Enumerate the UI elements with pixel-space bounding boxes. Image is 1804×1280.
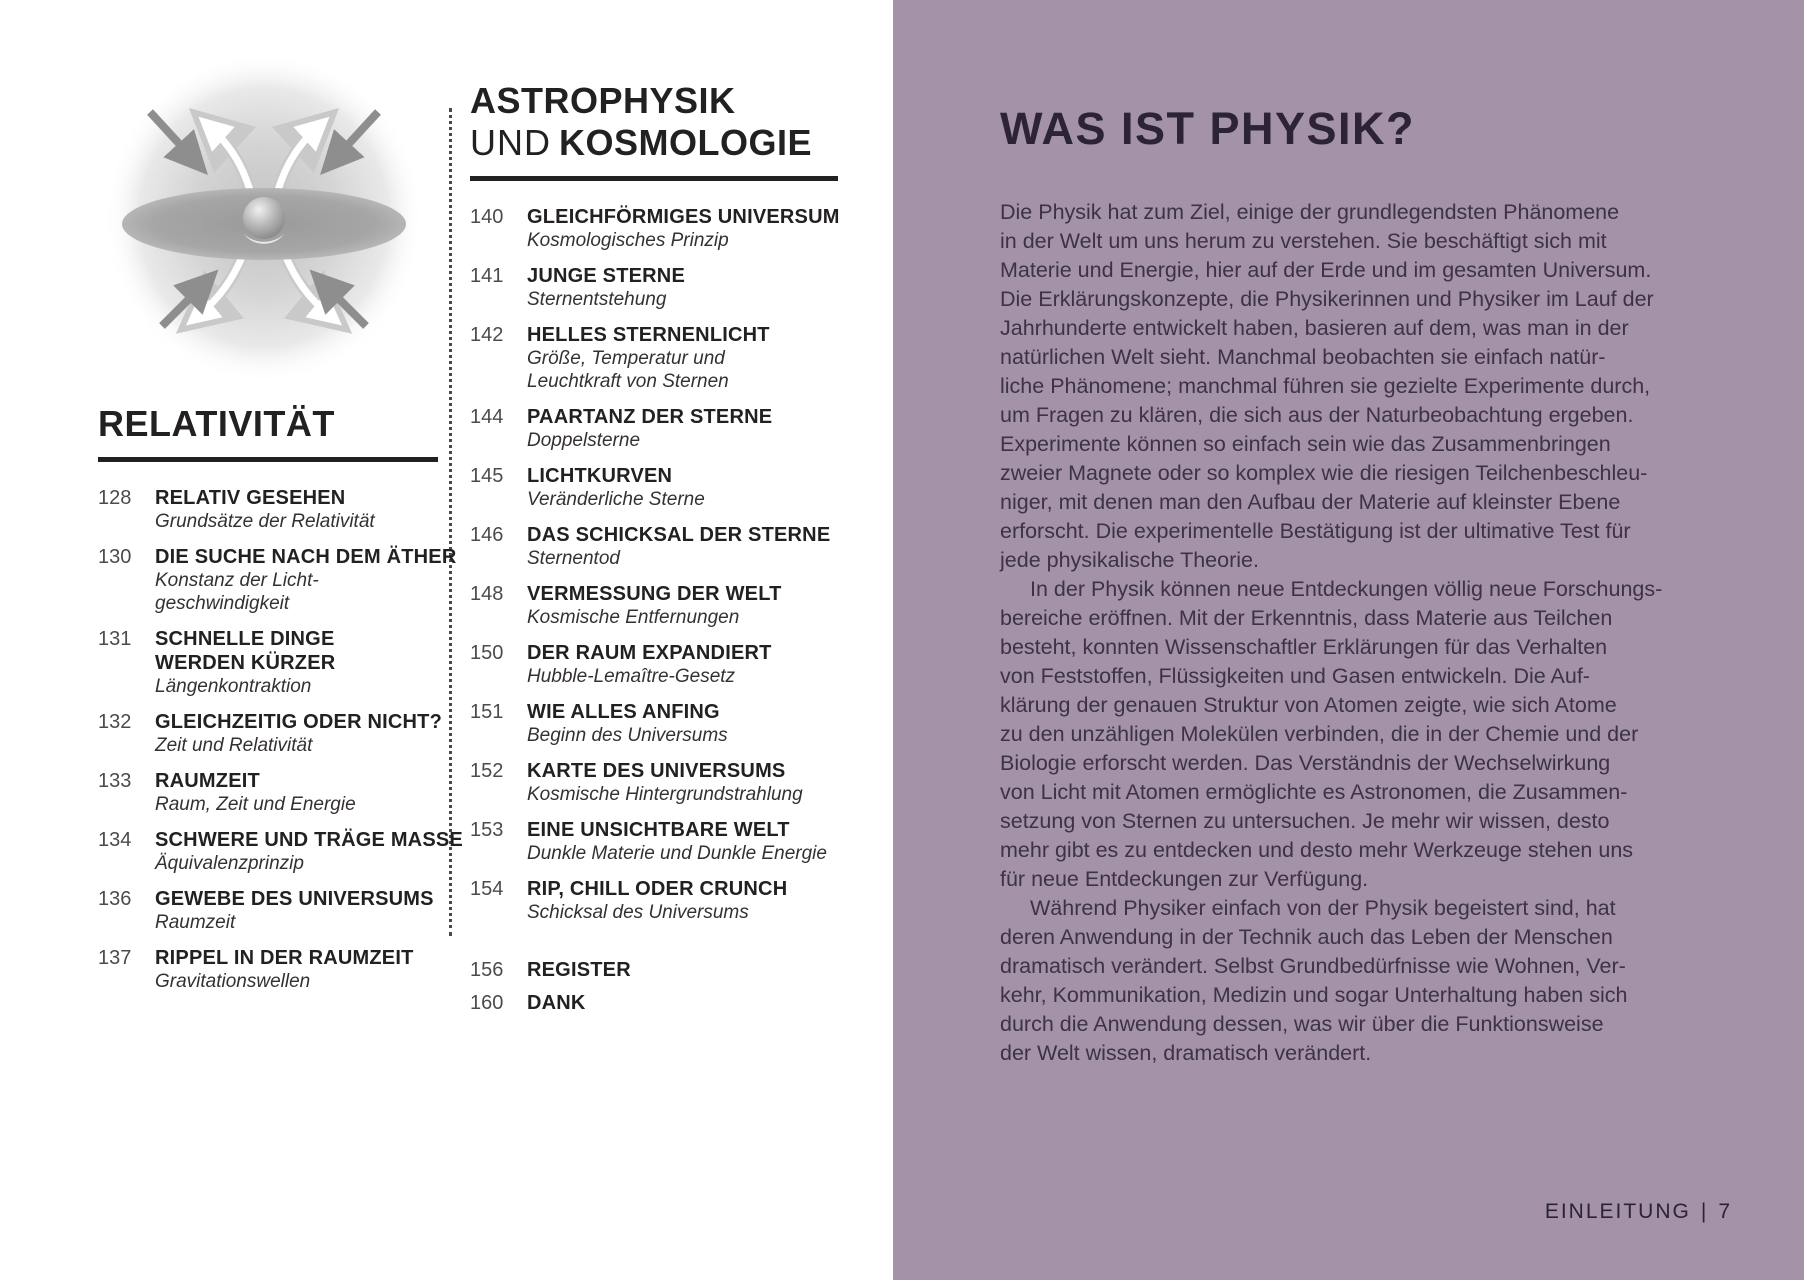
- toc-entry: [98, 627, 438, 698]
- toc-entry-page-number: 141: [470, 265, 504, 287]
- toc-entry-title: REGISTER: [527, 959, 631, 981]
- toc-entry: [470, 264, 838, 311]
- paragraph-line: zweier Magnete oder so komplex wie die riesigen Teilchenbeschleu-: [1000, 461, 1648, 485]
- toc-entry-text: [155, 545, 456, 615]
- toc-entry-title: LICHTKURVEN: [527, 465, 673, 487]
- toc-entry-page-number: 137: [98, 947, 132, 969]
- toc-entry-text: [155, 887, 434, 934]
- toc-entry-title: KARTE DES UNIVERSUMS: [527, 760, 786, 782]
- toc-entry: [470, 323, 838, 393]
- footer-separator: |: [1700, 1200, 1709, 1223]
- toc-entry-page-number: 128: [98, 487, 132, 509]
- toc-entry-page-number: 131: [98, 628, 132, 650]
- toc-entry: [98, 710, 443, 757]
- section-heading-astrophysik: [470, 80, 838, 164]
- toc-entry-title: PAARTANZ DER STERNE: [527, 406, 773, 428]
- black-hole-illustration-svg: [98, 52, 430, 400]
- toc-end-items: [470, 958, 838, 1015]
- toc-entry-text: [155, 946, 414, 993]
- toc-entry-text: [527, 818, 827, 865]
- paragraph-line: niger, mit denen man den Aufbau der Materie auf kleinster Ebene: [1000, 490, 1621, 514]
- toc-entry-text: [527, 205, 840, 252]
- paragraph-line: um Fragen zu klären, die sich aus der Naturbeobachtung ergeben.: [1000, 403, 1634, 427]
- toc-entry-subtitle: Schicksal des Universums: [527, 902, 749, 923]
- toc-entry-page-number: 146: [470, 524, 504, 546]
- toc-entry: [470, 958, 838, 982]
- toc-entry-text: [527, 641, 772, 688]
- page-title: WAS IST PHYSIK?: [1000, 103, 1416, 154]
- toc-entry-subtitle: Hubble-Lemaître-Gesetz: [527, 666, 736, 687]
- toc-entry-text: [527, 759, 803, 806]
- toc-entry-subtitle: Beginn des Universums: [527, 725, 728, 746]
- toc-entry-title: EINE UNSICHTBARE WELT: [527, 819, 790, 841]
- toc-entry-page-number: 130: [98, 546, 132, 568]
- toc-entry-text: [527, 958, 631, 982]
- toc-entry-title: DER RAUM EXPANDIERT: [527, 642, 772, 664]
- paragraph-line: mehr gibt es zu entdecken und desto mehr Werkzeuge stehen uns: [1000, 838, 1634, 862]
- paragraph-line: erforscht. Die experimentelle Bestätigung ist der ultimative Test für: [1000, 519, 1631, 543]
- toc-entry-title: GEWEBE DES UNIVERSUMS: [155, 888, 434, 910]
- paragraph-line: der Welt wissen, dramatisch verändert.: [1000, 1041, 1372, 1065]
- paragraph-line: bereiche eröffnen. Mit der Erkenntnis, dass Materie aus Teilchen: [1000, 606, 1613, 630]
- paragraph-line: deren Anwendung in der Technik auch das Leben der Menschen: [1000, 925, 1613, 949]
- toc-entry-text: [155, 486, 375, 533]
- paragraph-line: Experimente können so einfach sein wie das Zusammenbringen: [1000, 432, 1611, 456]
- toc-entry-subtitle: Doppelsterne: [527, 430, 641, 451]
- toc-entry-title: DAS SCHICKSAL DER STERNE: [527, 524, 831, 546]
- paragraph-line: Biologie erforscht werden. Das Verständnis der Wechselwirkung: [1000, 751, 1611, 775]
- paragraph-line: Die Erklärungskonzepte, die Physikerinnen und Physiker im Lauf der: [1000, 287, 1654, 311]
- paragraph-line: besteht, konnten Wissenschaftler Erklärungen für das Verhalten: [1000, 635, 1608, 659]
- toc-entry-page-number: 151: [470, 701, 504, 723]
- toc-entry-subtitle: Äquivalenzprinzip: [155, 853, 304, 874]
- paragraph-line: zu den unzähligen Molekülen verbinden, die in der Chemie und der: [1000, 722, 1639, 746]
- toc-entry-text: [527, 700, 728, 747]
- toc-entry-title: HELLES STERNENLICHT: [527, 324, 770, 346]
- toc-entry-text: [527, 405, 772, 452]
- footer-chapter-label: EINLEITUNG: [1544, 1200, 1691, 1223]
- paragraph-line: von Licht mit Atomen ermöglichte es Astronomen, die Zusammen-: [1000, 780, 1628, 804]
- paragraph-line: von Feststoffen, Flüssigkeiten und Gasen entwickeln. Die Auf-: [1000, 664, 1590, 688]
- toc-entry-text: [155, 828, 463, 875]
- toc-entry-subtitle: Sternentstehung: [527, 289, 667, 310]
- toc-entry: [98, 545, 457, 615]
- black-hole-illustration: [98, 52, 430, 400]
- toc-entry-subtitle: Längenkontraktion: [155, 676, 312, 697]
- paragraph-line: klärung der genauen Struktur von Atomen zeigte, wie sich Atome: [1000, 693, 1617, 717]
- toc-entry-title: DIE SUCHE NACH DEM ÄTHER: [155, 546, 457, 568]
- toc-entry-page-number: 156: [470, 959, 504, 981]
- toc-entry-text: [527, 991, 586, 1015]
- toc-entry-page-number: 144: [470, 406, 504, 428]
- toc-entry: [470, 405, 838, 452]
- toc-entry-subtitle: Größe, Temperatur und: [527, 348, 725, 369]
- toc-entry: [470, 991, 838, 1015]
- toc-entry-page-number: 136: [98, 888, 132, 910]
- toc-entry-subtitle: Gravitationswellen: [155, 971, 311, 992]
- paragraph-line: Während Physiker einfach von der Physik begeistert sind, hat: [1030, 896, 1616, 920]
- paragraph-line: dramatisch verändert. Selbst Grundbedürfnisse wie Wohnen, Ver-: [1000, 954, 1626, 978]
- toc-entry: [98, 769, 438, 816]
- toc-entry-page-number: 150: [470, 642, 504, 664]
- toc-entry-page-number: 154: [470, 878, 504, 900]
- paragraph-line: für neue Entdeckungen zur Verfügung.: [1000, 867, 1369, 891]
- toc-entry-subtitle: Kosmische Entfernungen: [527, 607, 740, 628]
- toc-entry: [98, 887, 438, 934]
- paragraph-line: Jahrhunderte entwickelt haben, basieren auf dem, was man in der: [1000, 316, 1629, 340]
- toc-entry: [98, 486, 438, 533]
- article-body: [1000, 198, 1720, 1068]
- toc-entry-text: [527, 264, 685, 311]
- toc-entry-subtitle: Grundsätze der Relativität: [155, 511, 375, 532]
- paragraph-line: Die Physik hat zum Ziel, einige der grundlegendsten Phänomene: [1000, 200, 1620, 224]
- toc-entry: [470, 700, 838, 747]
- toc-entry-subtitle: Raum, Zeit und Energie: [155, 794, 356, 815]
- toc-entry-subtitle: Sternentod: [527, 548, 620, 569]
- toc-entry-page-number: 134: [98, 829, 132, 851]
- toc-items-astrophysik: [470, 205, 838, 924]
- section-rule: [98, 457, 438, 462]
- toc-entry: [98, 828, 463, 875]
- toc-entry: [470, 205, 838, 252]
- toc-entry-title: JUNGE STERNE: [527, 265, 685, 287]
- toc-entry-title: RIPPEL IN DER RAUMZEIT: [155, 947, 414, 969]
- section-heading-relativitaet: RELATIVITÄT: [98, 403, 335, 444]
- toc-entry-title: VERMESSUNG DER WELT: [527, 583, 782, 605]
- toc-entry-text: [527, 323, 770, 393]
- toc-entry-page-number: 152: [470, 760, 504, 782]
- toc-entry-title: WIE ALLES ANFING: [527, 701, 720, 723]
- paragraph-line: liche Phänomene; manchmal führen sie gezielte Experimente durch,: [1000, 374, 1651, 398]
- toc-entry-title: SCHWERE UND TRÄGE MASSE: [155, 829, 463, 851]
- toc-entry-text: [155, 627, 335, 698]
- toc-entry-page-number: 140: [470, 206, 504, 228]
- toc-entry: [470, 523, 838, 570]
- paragraph-line: kehr, Kommunikation, Medizin und sogar Unterhaltung haben sich: [1000, 983, 1628, 1007]
- toc-entry-page-number: 148: [470, 583, 504, 605]
- toc-entry-text: [527, 464, 705, 511]
- toc-entry-text: [527, 877, 787, 924]
- toc-entry-text: [527, 523, 830, 570]
- toc-entry-subtitle: Kosmologisches Prinzip: [527, 230, 729, 251]
- toc-entry-page-number: 133: [98, 770, 132, 792]
- toc-entry: [470, 582, 838, 629]
- toc-entry: [470, 759, 838, 806]
- toc-entry-subtitle: Dunkle Materie und Dunkle Energie: [527, 843, 827, 864]
- toc-entry-title: GLEICHFÖRMIGES UNIVERSUM: [527, 206, 840, 228]
- toc-entry-page-number: 153: [470, 819, 504, 841]
- toc-entry-text: [155, 710, 442, 757]
- paragraph-line: natürlichen Welt sieht. Manchmal beobachten sie einfach natür-: [1000, 345, 1606, 369]
- toc-entry-page-number: 132: [98, 711, 132, 733]
- paragraph: [1000, 894, 1720, 1068]
- introduction-page: [893, 0, 1804, 1280]
- footer-page-number: 7: [1718, 1200, 1730, 1223]
- toc-entry-text: [527, 582, 782, 629]
- paragraph: [1000, 575, 1720, 894]
- toc-entry-title: GLEICHZEITIG ODER NICHT?: [155, 711, 443, 733]
- toc-entry-subtitle: Raumzeit: [155, 912, 236, 933]
- section-heading-line1: ASTROPHYSIK: [470, 80, 736, 121]
- toc-entry-page-number: 145: [470, 465, 504, 487]
- toc-section-relativitaet: [98, 403, 463, 1005]
- paragraph-line: in der Welt um uns herum zu verstehen. Sie beschäftigt sich mit: [1000, 229, 1607, 253]
- section-heading-line2-bold: KOSMOLOGIE: [559, 122, 813, 163]
- toc-entry-subtitle: Veränderliche Sterne: [527, 489, 705, 510]
- paragraph-line: In der Physik können neue Entdeckungen völlig neue Forschungs-: [1030, 577, 1663, 601]
- toc-entry-title: RELATIV GESEHEN: [155, 487, 346, 509]
- paragraph-line: Materie und Energie, hier auf der Erde und im gesamten Universum.: [1000, 258, 1652, 282]
- page-footer: [1545, 1200, 1730, 1224]
- toc-entry-text: [155, 769, 356, 816]
- toc-entry-title: DANK: [527, 992, 586, 1014]
- toc-entry: [470, 464, 838, 511]
- toc-entry-subtitle: Kosmische Hintergrundstrahlung: [527, 784, 803, 805]
- toc-entry: [470, 877, 838, 924]
- toc-entry-subtitle: Zeit und Relativität: [155, 735, 313, 756]
- toc-entry-page-number: 160: [470, 992, 504, 1014]
- toc-entry-title: RIP, CHILL ODER CRUNCH: [527, 878, 788, 900]
- toc-entry: [98, 946, 438, 993]
- paragraph-line: setzung von Sternen zu untersuchen. Je mehr wir wissen, desto: [1000, 809, 1610, 833]
- section-heading-line2-light: UND: [470, 122, 551, 163]
- paragraph-line: durch die Anwendung dessen, was wir über die Funktionsweise: [1000, 1012, 1604, 1036]
- toc-entry: [470, 818, 838, 865]
- toc-entry-title: SCHNELLE DINGE: [155, 628, 335, 650]
- toc-entry: [470, 641, 838, 688]
- toc-entry-subtitle: Konstanz der Licht-: [155, 570, 319, 591]
- section-rule: [470, 176, 838, 181]
- toc-section-astrophysik: [470, 80, 838, 1024]
- toc-entry-subtitle: geschwindigkeit: [155, 593, 290, 614]
- toc-end-gap: [470, 936, 838, 958]
- toc-entry-title: WERDEN KÜRZER: [155, 652, 336, 674]
- toc-entry-page-number: 142: [470, 324, 504, 346]
- paragraph-line: jede physikalische Theorie.: [1000, 548, 1259, 572]
- toc-items-relativitaet: [98, 486, 463, 993]
- dotted-divider: [449, 108, 452, 936]
- paragraph: [1000, 198, 1720, 575]
- toc-entry-subtitle: Leuchtkraft von Sternen: [527, 371, 729, 392]
- toc-entry-title: RAUMZEIT: [155, 770, 260, 792]
